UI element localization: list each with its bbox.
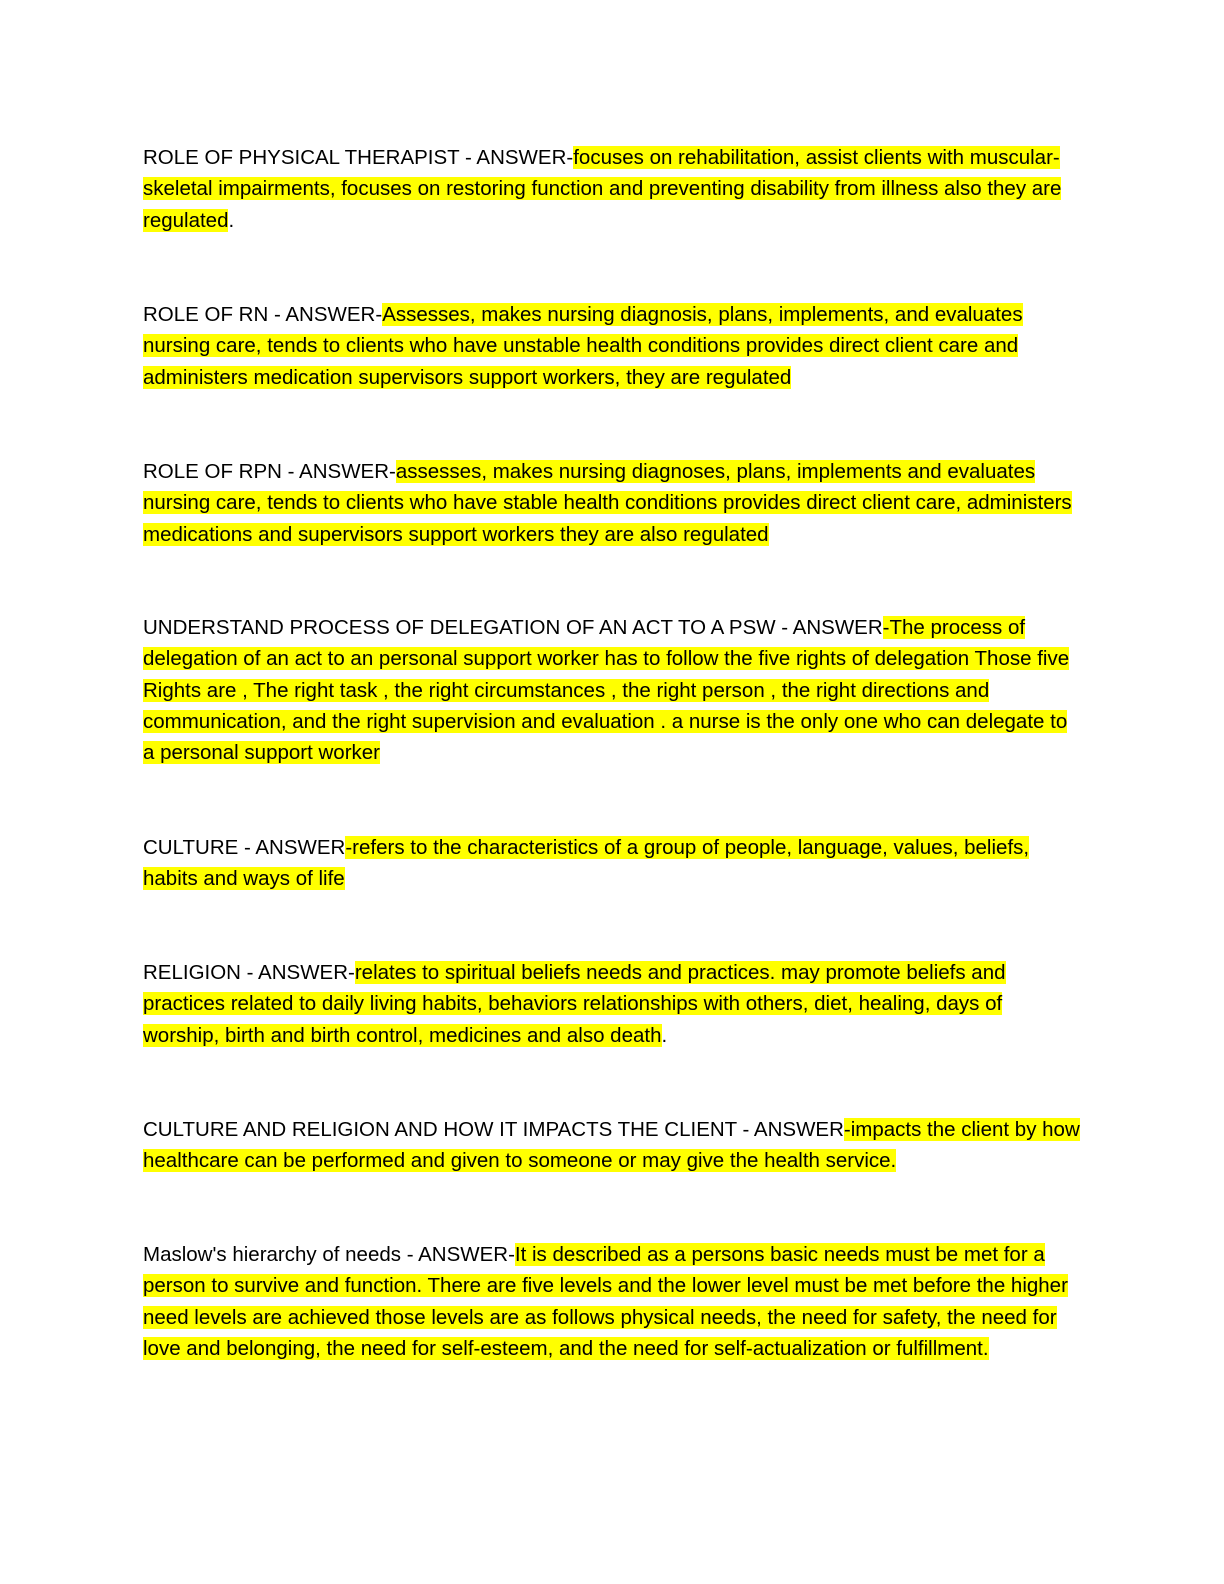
entry-physical-therapist: [143, 142, 1083, 236]
entry-culture: [143, 832, 1083, 895]
entry-answer-highlight: It is described as a persons basic needs must be met for a person to survive and function. There are five levels and the lower level must be met before the higher need levels are achieved those levels are as follows physical needs, the need for safety, the need for love and belonging, the need for self-esteem, and the need for self-actualization or fulfillment.: [143, 1243, 1068, 1360]
entry-answer-highlight: -The process of delegation of an act to an personal support worker has to follow the five rights of delegation Those five Rights are , The right task , the right circumstances , the right person , the right directions and communication, and the right supervision and evaluation . a nurse is the only one who can delegate to a personal support worker: [143, 616, 1070, 765]
entry-term: RELIGION - ANSWER-: [143, 961, 355, 984]
entry-role-rn: [143, 299, 1083, 393]
entry-maslow: [143, 1239, 1083, 1364]
entry-answer-highlight: -refers to the characteristics of a group of people, language, values, beliefs, habits and ways of life: [143, 836, 1030, 891]
entry-culture-religion-impact: [143, 1114, 1083, 1177]
entry-term: Maslow's hierarchy of needs - ANSWER-: [143, 1243, 515, 1266]
entry-answer-highlight: relates to spiritual beliefs needs and practices. may promote beliefs and practices related to daily living habits, behaviors relationships with others, diet, healing, days of worship, birth and birth control, medicines and also death: [143, 961, 1006, 1047]
entry-term: ROLE OF PHYSICAL THERAPIST - ANSWER-: [143, 146, 574, 169]
entry-term: UNDERSTAND PROCESS OF DELEGATION OF AN ACT TO A PSW - ANSWER: [143, 616, 883, 639]
entry-term: CULTURE - ANSWER: [143, 836, 346, 859]
entry-delegation: [143, 612, 1083, 768]
entry-answer-highlight: focuses on rehabilitation, assist clients with muscular-skeletal impairments, focuses on restoring function and preventing disability from illness also they are regulated: [143, 146, 1062, 232]
entry-term: ROLE OF RPN - ANSWER-: [143, 460, 396, 483]
entry-answer-highlight: assesses, makes nursing diagnoses, plans, implements and evaluates nursing care, tends to clients who have stable health conditions provides direct client care, administers medications and supervisors support workers they are also regulated: [143, 460, 1072, 546]
entry-role-rpn: [143, 456, 1083, 550]
entry-answer-highlight: Assesses, makes nursing diagnosis, plans, implements, and evaluates nursing care, tends to clients who have unstable health conditions provides direct client care and administers medication supervisors support workers, they are regulated: [143, 303, 1023, 389]
entry-tail: .: [661, 1023, 668, 1047]
entry-tail: .: [228, 208, 235, 232]
entry-term: ROLE OF RN - ANSWER-: [143, 303, 383, 326]
entry-answer-highlight: -impacts the client by how healthcare can be performed and given to someone or may give the health service.: [143, 1118, 1080, 1173]
entry-term: CULTURE AND RELIGION AND HOW IT IMPACTS THE CLIENT - ANSWER: [143, 1118, 844, 1141]
entry-religion: [143, 957, 1083, 1051]
